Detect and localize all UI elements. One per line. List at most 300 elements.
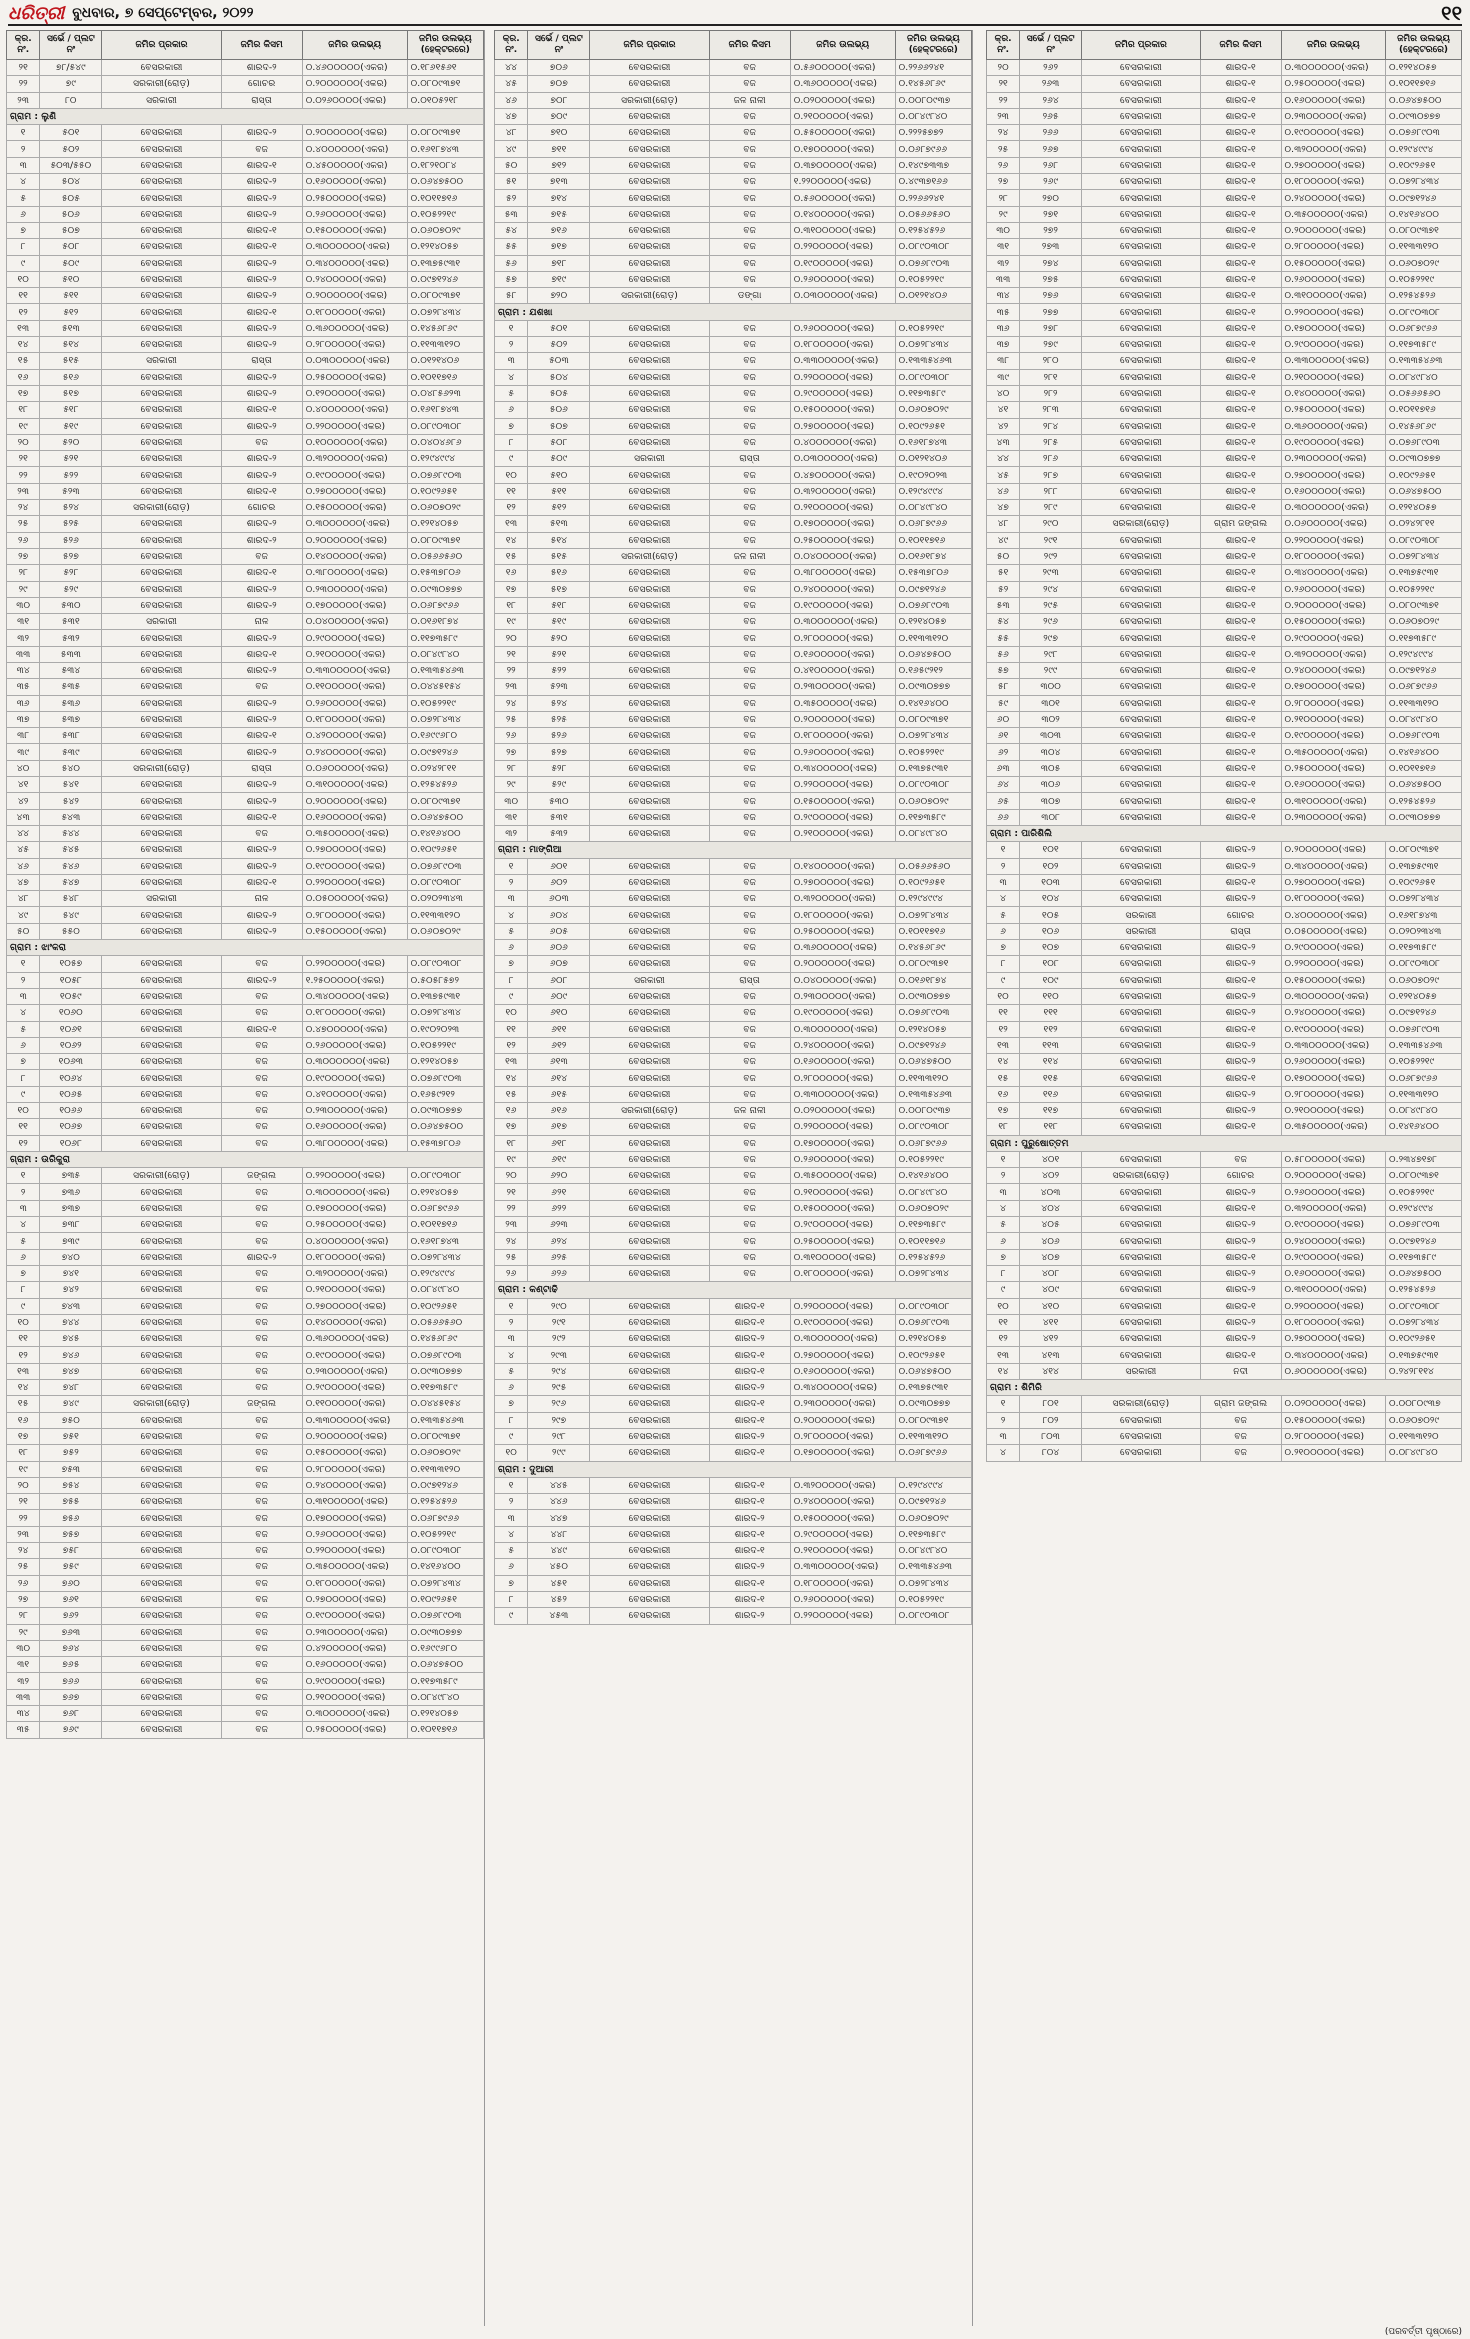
table-cell: ୧୨ [495,500,528,516]
village-name: ଗ୍ରାମ : ଯଶଖା [495,304,972,320]
table-row [7,891,484,907]
table-cell: ୨୨ [495,1200,528,1216]
table-cell: ବେସରକାରୀ [1082,418,1201,434]
table-row [495,271,972,287]
table-row [7,60,484,76]
table-cell: ୧୧ [7,1119,40,1135]
table-cell: ୨୯ [495,777,528,793]
table-cell: ୦.୦୮୦୯୩୭୧ [407,76,483,92]
table-cell: ୫ [495,385,528,401]
table-cell: ବେସରକାରୀ [102,1705,221,1721]
table-cell: ୦.୧୦୫୨୨୧୯ [407,1526,483,1542]
table-cell: ୫୧୬ [528,565,590,581]
table-cell: ୦.୧୩୩୫୪୬୩ [407,1412,483,1428]
table-cell: ବେସରକାରୀ [590,1445,709,1461]
table-row [7,239,484,255]
table-cell: ୭୪୩ [40,1298,102,1314]
table-cell: ୩୭ [987,337,1020,353]
table-cell: ବେସରକାରୀ [590,1575,709,1591]
table-cell: ୦.୧୫୦୦୦୦୦(ଏକର) [302,1445,407,1461]
table-cell: ବେସରକାରୀ [1082,483,1201,499]
table-row [987,125,1462,141]
table-cell: ୨୯ [987,206,1020,222]
table-cell: ବେସରକାରୀ [102,1233,221,1249]
table-cell: ୦.୦୫୦୦୦୦୦(ଏକର) [1281,923,1386,939]
column-header: କ୍ର. ନଂ. [495,31,528,60]
table-cell: ଶାରଦ-୨ [221,369,302,385]
table-cell: ୦.୦୮୦୯୩୭୧ [1386,222,1462,238]
table-cell: ବେସରକାରୀ [1082,793,1201,809]
table-row [987,1282,1462,1298]
table-cell: ୨୫ [987,141,1020,157]
table-row [7,92,484,108]
table-cell: ୧୦୯ [1020,972,1082,988]
table-cell: ୦.୩୫୦୦୦୦୦(ଏକର) [1281,1119,1386,1135]
table-cell: ବେସରକାରୀ [102,1461,221,1477]
table-cell: ଶାରଦ-୧ [1200,304,1281,320]
table-cell: ୦.୧୦୧୧୭୧୬ [895,1233,971,1249]
table-row [7,972,484,988]
table-cell: ବଜ [221,1461,302,1477]
table-row [495,1428,972,1444]
table-cell: ୦.୫୬୦୦୦୦୦(ଏକର) [790,60,895,76]
table-row [495,1233,972,1249]
table-cell: ୦.୧୬୯୯୬୮୦ [407,1640,483,1656]
table-row [987,1249,1462,1265]
table-cell: ବଜ [709,141,790,157]
table-row [987,630,1462,646]
table-cell: ୫୦୧ [40,125,102,141]
table-cell: ୩୪ [7,1705,40,1721]
table-cell: ଶାରଦ-୧ [1200,385,1281,401]
table-cell: ସରକାରୀ(ରୋଡ଼) [1082,1168,1201,1184]
table-row [7,1526,484,1542]
table-cell: ୧୭ [987,1103,1020,1119]
table-cell: ୮୦୪ [1020,1445,1082,1461]
table-cell: ୧୧୬ [1020,1086,1082,1102]
table-cell: ବଜ [709,695,790,711]
table-cell: ୭୧୮ [528,255,590,271]
table-cell: ବେସରକାରୀ [102,809,221,825]
table-cell: ବଜ [221,1608,302,1624]
table-cell: ୭୧୧ [528,141,590,157]
table-row [495,434,972,450]
table-row [987,60,1462,76]
table-cell: ୦.୦୮୯୦୩୦୮ [407,1543,483,1559]
table-cell: ୧୧୩ [1020,1037,1082,1053]
table-cell: ୪୦୪ [1020,1200,1082,1216]
table-cell: ୦.୦୭୨୮୪୩୪ [1386,891,1462,907]
table-cell: ୦.୦୬୦୭୦୨୯ [407,923,483,939]
table-cell: ବେସରକାରୀ [1082,809,1201,825]
table-cell: ୫୦ [987,548,1020,564]
table-cell: ୦.୩୨୦୦୦୦୦(ଏକର) [1281,646,1386,662]
table-row [7,646,484,662]
table-cell: ବେସରକାରୀ [590,1347,709,1363]
table-row [987,842,1462,858]
table-cell: ୦.୧୦୯୨୬୫୧ [895,418,971,434]
table-cell: ୪୦୫ [1020,1217,1082,1233]
table-cell: ୪୯ [987,532,1020,548]
table-cell: ୧୨ [7,1135,40,1151]
table-cell: ଶାରଦ-୨ [1200,1282,1281,1298]
table-cell: ୦.୨୬୦୦୦୦୦(ଏକର) [302,1526,407,1542]
table-row [7,1428,484,1444]
table-cell: ୦.୧୩୭୫୯୩୧ [1386,1347,1462,1363]
table-cell: ୦.୩୮୦୦୦୦୦(ଏକର) [790,565,895,581]
table-cell: ୦.୩୦୦୦୦୦୦(ଏକର) [302,239,407,255]
table-cell: ୧୦୬୮ [40,1135,102,1151]
table-cell: ଶାରଦ-୧ [221,809,302,825]
table-cell: ୦.୨୬୦୦୦୦୦(ଏକର) [1281,1054,1386,1070]
table-cell: ୩୦ [987,222,1020,238]
table-row [7,467,484,483]
table-row [987,809,1462,825]
table-cell: ୦.୧୨୫୪୫୨୬ [1386,793,1462,809]
table-cell: ବଜ [221,1217,302,1233]
table-cell: ବେସରକାରୀ [590,630,709,646]
column-header: ଜମିର କିସମ [709,31,790,60]
table-cell: ବେସରକାରୀ [102,1412,221,1428]
table-cell: ଶାରଦ-୧ [221,239,302,255]
table-cell: ବେସରକାରୀ [590,174,709,190]
table-cell: ବେସରକାରୀ [102,1543,221,1559]
table-cell: ୨୭୭ [1020,304,1082,320]
table-cell: ୦.୨୩୦୦୦୦୦(ଏକର) [1281,809,1386,825]
table-cell: ଶାରଦ-୧ [1200,662,1281,678]
table-cell: ୦.୧୫୦୦୦୦୦(ଏକର) [302,500,407,516]
table-cell: ୦.୩୧୦୦୦୦୦(ଏକର) [1281,793,1386,809]
table-cell: ୦.୧୯୦୦୦୦୦(ଏକର) [1281,125,1386,141]
table-cell: ୯ [7,1086,40,1102]
table-cell: ବେସରକାରୀ [1082,565,1201,581]
table-cell: ୧ [495,1477,528,1493]
table-cell: ୦.୨୭୦୦୦୦୦(ଏକର) [302,1298,407,1314]
table-cell: ୦.୧୦୫୨୨୧୯ [1386,1184,1462,1200]
table-cell: ୦.୨୪୦୦୦୦୦(ଏକର) [1281,662,1386,678]
newspaper-logo: ଧରିତ୍ରୀ [8,2,65,24]
table-cell: ୦.୨୪୦୦୦୦୦(ଏକର) [790,1037,895,1053]
table-cell: ବେସରକାରୀ [590,1477,709,1493]
table-cell: ଶାରଦ-୨ [221,842,302,858]
table-row [7,842,484,858]
village-name: ଗ୍ରାମ : ପୁରୁଷୋତ୍ତମ [987,1135,1462,1151]
table-cell: ୦.୨୭୦୦୦୦୦(ଏକର) [1281,874,1386,890]
dateline: ବୁଧବାର, ୭ ସେପ୍ଟେମ୍ବର, ୨୦୨୨ [72,5,254,21]
table-cell: ୧୯ [7,418,40,434]
table-cell: ୨୬ [987,157,1020,173]
table-cell: ୦.୧୨୧୪୦୫୭ [407,1705,483,1721]
table-cell: ବଜ [709,809,790,825]
table-cell: ୨୬ [495,1265,528,1281]
table-cell: ୩ [987,1428,1020,1444]
table-cell: ବେସରକାରୀ [1082,402,1201,418]
table-cell: ବଜ [709,1070,790,1086]
table-row [7,548,484,564]
table-cell: ୬୧୦ [528,1005,590,1021]
table-cell: ବେସରକାରୀ [102,1494,221,1510]
table-cell: ୦.୦୪୪୫୧୫୪ [407,1396,483,1412]
table-cell: ୦.୧୮୨୧୦୮୪ [407,157,483,173]
table-cell: ବେସରକାରୀ [102,662,221,678]
table-cell: ୩୦୮ [1020,809,1082,825]
table-cell: ୧୪ [495,1070,528,1086]
table-cell: ବଜ [709,1184,790,1200]
table-cell: ୦.୩୧୦୦୦୦୦(ଏକର) [302,777,407,793]
table-cell: ବେସରକାରୀ [1082,369,1201,385]
table-cell: ୦.୩୫୦୦୦୦୦(ଏକର) [302,1559,407,1575]
table-cell: ୧୩ [987,1037,1020,1053]
table-cell: ୧୧ [987,1005,1020,1021]
table-row [495,141,972,157]
table-cell: ୫୦୨ [528,337,590,353]
table-cell: ବଜ [709,1135,790,1151]
table-row [7,353,484,369]
table-cell: ବେସରକାରୀ [102,304,221,320]
table-cell: ଶାରଦ-୨ [221,337,302,353]
table-cell: ୬୧୧ [528,1021,590,1037]
table-cell: ୦.୧୬୦୦୦୦୦(ଏକର) [1281,777,1386,793]
table-cell: ୦.୦୧୬୧୮୭୪ [895,972,971,988]
table-row [987,1103,1462,1119]
table-row [987,1298,1462,1314]
table-cell: ୫୦୮ [40,239,102,255]
table-cell: ୭୬୧ [40,1591,102,1607]
table-row [495,956,972,972]
table-cell: ବଜ [709,255,790,271]
table-cell: ୦.୨୨୦୦୦୦୦(ଏକର) [302,418,407,434]
table-cell: ୮ [7,239,40,255]
table-cell: ୨୯୯ [528,1445,590,1461]
table-cell: ୦.୨୩୦୦୦୦୦(ଏକର) [1281,108,1386,124]
table-cell: ୦.୨୪୦୦୦୦୦(ଏକର) [302,1477,407,1493]
table-cell: ୪ [987,1445,1020,1461]
table-cell: ୦.୧୯୦୦୦୦୦(ଏକର) [302,467,407,483]
table-cell: ୦.୨୩୦୦୦୦୦(ଏକର) [302,1103,407,1119]
table-cell: ୦.୨୧୦୦୦୦୦(ଏକର) [790,108,895,124]
table-cell: ୦.୩୪୦୦୦୦୦(ଏକର) [1281,858,1386,874]
table-cell: ୦.୧୦୧୧୭୧୬ [407,1722,483,1738]
table-row [7,809,484,825]
table-cell: ୩୦୬ [1020,777,1082,793]
table-cell: ୫୧୧ [528,483,590,499]
table-cell: ବଜ [709,956,790,972]
table-cell: ୬୨୪ [528,1233,590,1249]
table-cell: ୦.୧୮୦୦୦୦୦(ଏକର) [790,907,895,923]
table-cell: ଶାରଦ-୨ [221,972,302,988]
table-row [987,956,1462,972]
table-cell: ୨୮୧ [1020,369,1082,385]
table-header-row [7,31,484,60]
table-cell: ୦.୧୫୦୦୦୦୦(ଏକର) [790,793,895,809]
table-row [495,662,972,678]
table-row [7,1021,484,1037]
table-cell: ୦.୦୪୦୦୦୦୦(ଏକର) [790,548,895,564]
table-cell: ବେସରକାରୀ [590,728,709,744]
table-cell: ୩୨ [495,825,528,841]
table-cell: ବେସରକାରୀ [590,1428,709,1444]
table-row [495,679,972,695]
table-cell: ୦.୧୦୫୨୨୧୯ [895,1151,971,1167]
table-cell: ୪୭ [495,108,528,124]
table-cell: ୮ [495,972,528,988]
table-cell: ୦.୧୪୫୬୮୬୯ [407,320,483,336]
table-cell: ବେସରକାରୀ [590,1265,709,1281]
table-cell: ୦.୧୭୦୦୦୦୦(ଏକର) [1281,320,1386,336]
table-row [7,565,484,581]
table-cell: ବେସରକାରୀ [102,1608,221,1624]
table-row [987,711,1462,727]
table-row [7,923,484,939]
table-cell: ୦.୧୨୯୪୯୯୪ [1386,1200,1462,1216]
table-cell: ଶାରଦ-୧ [709,1591,790,1607]
table-cell: ବେସରକାରୀ [590,60,709,76]
table-cell: ବେସରକାରୀ [1082,434,1201,450]
table-row [495,1396,972,1412]
table-row [495,255,972,271]
table-cell: ବେସରକାରୀ [102,1184,221,1200]
table-cell: ୦.୩୬୦୦୦୦୦(ଏକର) [790,940,895,956]
table-cell: ୦.୧୧୩୩୧୨୦ [407,907,483,923]
table-cell: ଶାରଦ-୨ [1200,1314,1281,1330]
table-row [7,385,484,401]
table-cell: ୨୯୦ [528,1298,590,1314]
table-cell: ୦.୩୧୦୦୦୦୦(ଏକର) [790,222,895,238]
table-cell: ୦.୧୨୫୪୫୨୬ [895,1249,971,1265]
table-cell: ବେସରକାରୀ [1082,679,1201,695]
table-cell: ବେସରକାରୀ [102,483,221,499]
table-row [495,206,972,222]
table-cell: ୦.୨୫୦୦୦୦୦(ଏକର) [1281,76,1386,92]
table-cell: ୭୪୪ [40,1314,102,1330]
table-cell: ୫୧୦ [40,271,102,287]
table-cell: ୬୧ [987,728,1020,744]
table-cell: ୦.୦୮୪୯୮୪୦ [1386,1445,1462,1461]
table-cell: ୦.୦୧୨୧୪୦୬ [407,353,483,369]
table-cell: ୫୧୪ [528,532,590,548]
table-cell: ୦.୧୭୦୦୦୦୦(ଏକର) [1281,1070,1386,1086]
table-cell: ୧୦୩ [1020,874,1082,890]
table-cell: ୦.୧୯୦୦୦୦୦(ଏକର) [302,1070,407,1086]
table-cell: ବେସରକାରୀ [1082,206,1201,222]
table-cell: ବେସରକାରୀ [102,1037,221,1053]
table-cell: ବେସରକାରୀ [1082,288,1201,304]
table-cell: ୯ [495,1428,528,1444]
table-cell: ୦.୦୮୪୯୮୪୦ [895,1184,971,1200]
table-row [495,728,972,744]
table-row [7,1200,484,1216]
table-row [495,500,972,516]
table-cell: ୭୫୪ [40,1477,102,1493]
table-cell: ଶାରଦ-୧ [1200,353,1281,369]
table-cell: ୦.୨୩୦୦୦୦୦(ଏକର) [790,679,895,695]
table-row [495,76,972,92]
table-row [7,1005,484,1021]
table-row [495,222,972,238]
table-cell: ୫୨୩ [528,679,590,695]
table-cell: ୪୫୦ [528,1559,590,1575]
table-cell: ଶାରଦ-୨ [221,271,302,287]
table-cell: ୫୧୭ [40,385,102,401]
table-cell: ବଜ [709,1168,790,1184]
table-row [7,174,484,190]
table-cell: ୪୫୩ [528,1608,590,1624]
table-cell: ୦.୧୩୭୫୯୩୧ [895,1380,971,1396]
table-cell: ୫୩୯ [40,744,102,760]
table-cell: ବେସରକାରୀ [102,1640,221,1656]
table-row [495,1331,972,1347]
table-cell: ବେସରକାରୀ [590,1494,709,1510]
table-cell: ୦.୧୧୭୩୫୮୯ [1386,1249,1462,1265]
table-cell: ୧୬ [7,369,40,385]
table-cell: ୫୧୮ [40,402,102,418]
table-cell: ୩୦୦ [1020,679,1082,695]
table-cell: ବେସରକାରୀ [1082,451,1201,467]
table-cell: ବେସରକାରୀ [590,1396,709,1412]
table-cell: ଶାରଦ-୧ [1200,793,1281,809]
table-cell: ୦.୦୮୦୯୩୭୧ [895,956,971,972]
table-cell: ୦.୦୪୮୫୬୨୩ [407,385,483,401]
table-cell: ୫୨୬ [40,532,102,548]
table-cell: ବଜ [709,206,790,222]
table-cell: ୦.୧୭୦୦୦୦୦(ଏକର) [790,1135,895,1151]
table-row [495,1070,972,1086]
table-cell: ୦.୧୦୫୨୨୧୯ [407,206,483,222]
table-cell: ୩ [7,988,40,1004]
table-cell: ବେସରକାରୀ [590,369,709,385]
table-cell: ୨୦ [495,630,528,646]
table-cell: ୨୦ [495,1168,528,1184]
table-cell: ୦.୦୮୯୦୩୦୮ [407,874,483,890]
table-cell: ବେସରକାରୀ [102,923,221,939]
table-cell: ୦.୦୬୦୭୦୨୯ [1386,614,1462,630]
table-cell: ୧୨ [495,1037,528,1053]
table-cell: ୧୧ [7,1331,40,1347]
table-cell: ୮ [987,1265,1020,1281]
table-cell: ୫ [495,923,528,939]
table-cell: ୦.୦୮୪୯୮୪୦ [895,500,971,516]
table-cell: ୦.୩୦୦୦୦୦୦(ଏକର) [302,1184,407,1200]
table-cell: ୦.୨୭୦୦୦୦୦(ଏକର) [790,418,895,434]
table-cell: ୦.୦୯୩୦୭୭୭ [895,679,971,695]
table-cell: ବଜ [709,1151,790,1167]
table-cell: ବଜ [221,956,302,972]
table-cell: ୫୨୭ [528,744,590,760]
table-cell: ୩୭ [7,711,40,727]
table-cell: ସରକାରୀ(ରୋଡ଼) [1082,1396,1201,1412]
table-cell: ୮୦୧ [1020,1396,1082,1412]
village-name: ଗ୍ରାମ : ଝାଂକରା [7,940,484,956]
table-cell: ୫୧୭ [528,581,590,597]
table-row [495,1217,972,1233]
table-cell: ୦.୧୩୩୫୪୬୩ [895,1559,971,1575]
table-cell: ଶାରଦ-୧ [1200,92,1281,108]
table-cell: ୦.୧୬୦୦୦୦୦(ଏକର) [1281,1265,1386,1281]
table-cell: ୫୨୮ [40,565,102,581]
table-cell: ୩୩ [987,271,1020,287]
table-cell: ୦.୦୮୪୯୮୪୦ [1386,1103,1462,1119]
table-cell: ୦.୦୮୪୯୮୪୦ [407,646,483,662]
table-cell: ୦.୨୮୦୦୦୦୦(ଏକର) [790,1428,895,1444]
table-cell: ୦.୦୨୦୦୦୦୦(ଏକର) [790,92,895,108]
table-row [7,532,484,548]
table-cell: ଶାରଦ-୧ [1200,1200,1281,1216]
table-cell: ବେସରକାରୀ [102,385,221,401]
table-cell: ବେସରକାରୀ [102,1021,221,1037]
table-cell: ୦.୨୫୦୦୦୦୦(ଏକର) [1281,402,1386,418]
table-cell: ୭୧୪ [528,190,590,206]
table-cell: ୭୧୨ [528,157,590,173]
